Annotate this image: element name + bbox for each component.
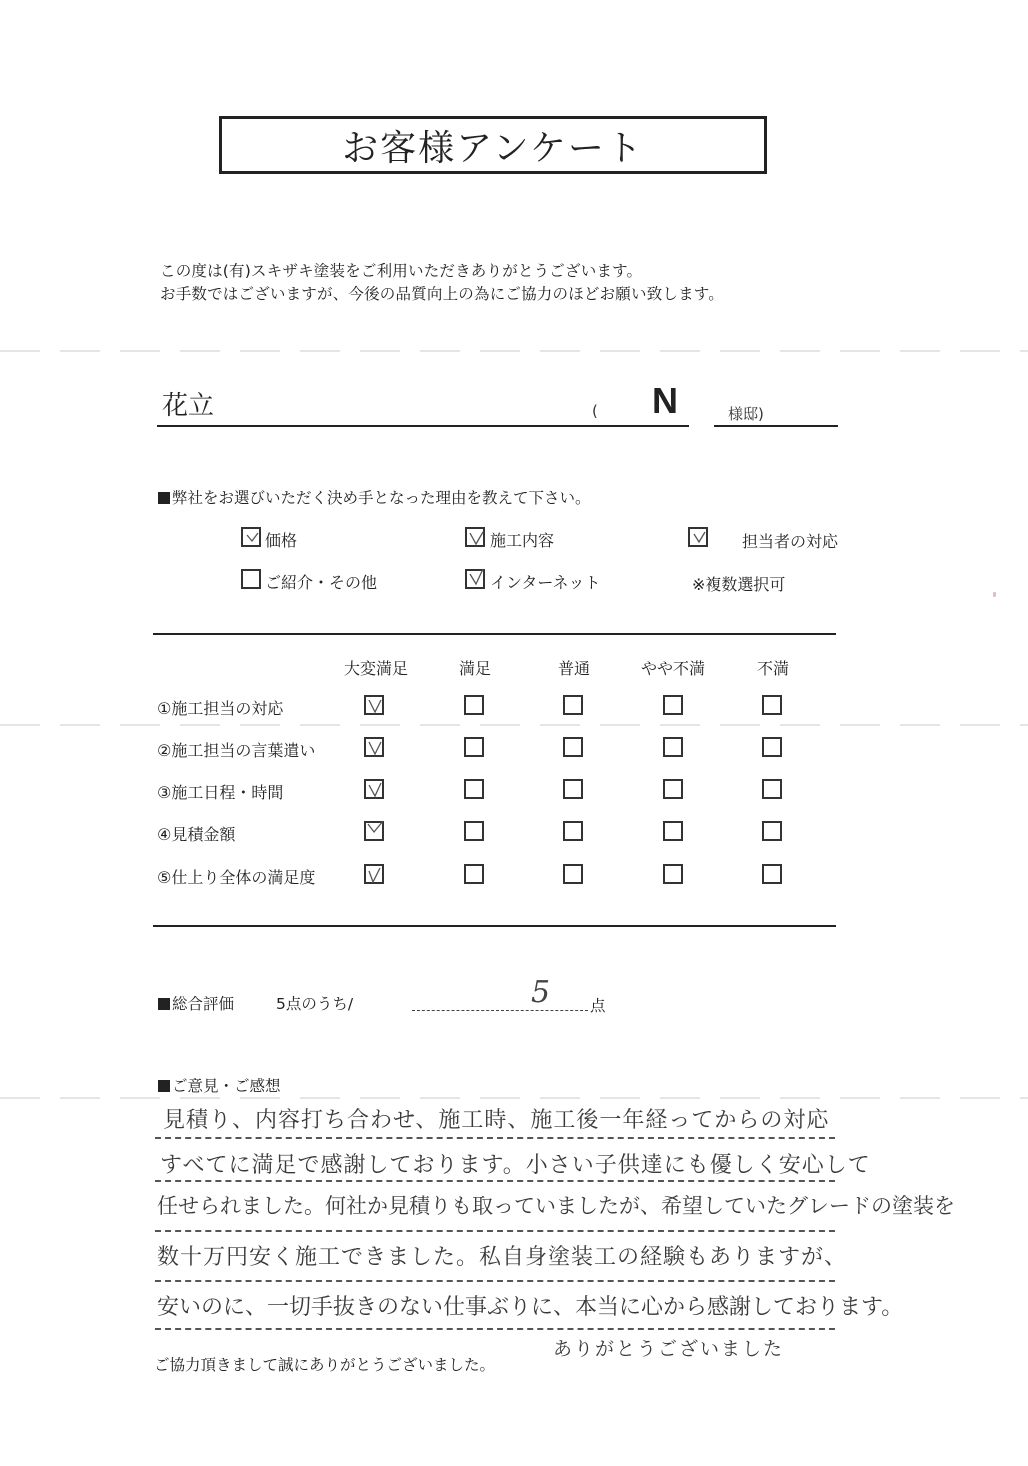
form-title-box [219,116,767,174]
rating-checkbox-very-satisfied[interactable] [364,821,384,841]
rating-row-label: ⑤仕上り全体の満足度 [157,868,316,887]
open-paren: ( [592,402,598,420]
reason-checkbox-referral[interactable] [241,569,261,589]
rating-checkbox-neutral[interactable] [563,779,583,799]
check-icon [367,867,383,883]
comments-heading: ご意見・ご感想 [158,1074,281,1096]
rating-checkbox-somewhat-dissatisfied[interactable] [663,737,683,757]
rating-checkbox-somewhat-dissatisfied[interactable] [663,695,683,715]
rating-checkbox-satisfied[interactable] [464,864,484,884]
comment-rule [155,1180,835,1182]
rating-col-somewhat-dissatisfied: やや不満 [641,659,706,678]
check-icon [367,820,385,838]
reasons-heading: 弊社をお選びいただく決め手となった理由を教えて下さい。 [158,486,591,508]
form-title: お客様アンケート [342,127,644,169]
rating-checkbox-dissatisfied[interactable] [762,695,782,715]
comment-rule [155,1280,835,1282]
reason-checkbox-internet[interactable] [465,569,485,589]
comment-line: 任せられました。何社か見積りも取っていましたが、希望していたグレードの塗装を [157,1194,955,1218]
check-icon [367,782,383,798]
overall-heading: 総合評価 [158,992,234,1014]
reason-checkbox-content[interactable] [465,527,485,547]
rating-checkbox-neutral[interactable] [563,821,583,841]
fold-line [0,1097,1028,1099]
check-icon [691,530,707,546]
scan-speck [993,592,996,597]
rating-col-satisfied: 満足 [459,659,492,678]
rating-col-dissatisfied: 不満 [757,659,790,678]
rating-checkbox-satisfied[interactable] [464,737,484,757]
multiple-choice-note: ※複数選択可 [692,575,786,594]
score-unit: 点 [590,997,606,1015]
intro-line-2: お手数ではございますが、今後の品質向上の為にご協力のほどお願い致します。 [160,285,724,303]
comment-line: すべてに満足で感謝しております。小さい子供達にも優しく安心して [160,1153,871,1178]
rating-checkbox-neutral[interactable] [563,737,583,757]
check-icon [468,568,486,586]
check-icon [367,698,383,714]
rating-checkbox-somewhat-dissatisfied[interactable] [663,864,683,884]
check-icon [367,740,383,756]
rating-checkbox-very-satisfied[interactable] [364,737,384,757]
reason-label-price: 価格 [265,531,298,550]
reason-label-staff: 担当者の対応 [742,532,839,551]
comment-line: 安いのに、一切手抜きのない仕事ぶりに、本当に心から感謝しております。 [157,1295,904,1320]
fold-line [0,350,1028,352]
rating-checkbox-neutral[interactable] [563,864,583,884]
comment-rule [155,1230,835,1232]
rating-col-neutral: 普通 [558,659,591,678]
square-bullet-icon [158,1080,170,1092]
rating-checkbox-dissatisfied[interactable] [762,864,782,884]
score-underline [412,1010,588,1011]
reason-label-content: 施工内容 [490,531,555,550]
customer-name[interactable]: N [652,380,678,421]
rating-checkbox-dissatisfied[interactable] [762,821,782,841]
section-divider [153,925,836,927]
rating-checkbox-satisfied[interactable] [464,821,484,841]
rating-checkbox-very-satisfied[interactable] [364,864,384,884]
rating-checkbox-somewhat-dissatisfied[interactable] [663,821,683,841]
footer-thanks: ご協力頂きまして誠にありがとうございました。 [154,1356,496,1374]
square-bullet-icon [158,998,170,1010]
reason-label-referral: ご紹介・その他 [265,573,378,592]
rating-checkbox-dissatisfied[interactable] [762,779,782,799]
rating-checkbox-somewhat-dissatisfied[interactable] [663,779,683,799]
comment-rule [155,1328,835,1330]
rating-checkbox-very-satisfied[interactable] [364,695,384,715]
reason-checkbox-staff[interactable] [688,527,708,547]
rating-row-label: ②施工担当の言葉遣い [157,741,316,760]
rating-checkbox-dissatisfied[interactable] [762,737,782,757]
rating-checkbox-very-satisfied[interactable] [364,779,384,799]
reason-label-internet: インターネット [490,573,601,592]
overall-scale-label: 5点のうち/ [276,995,354,1013]
intro-line-1: この度は(有)スキザキ塗装をご利用いただきありがとうございます。 [160,262,643,280]
overall-score[interactable]: 5 [531,975,551,1010]
rating-col-very-satisfied: 大変満足 [344,659,409,678]
comment-rule [155,1137,835,1139]
check-icon [468,530,484,546]
fold-line [0,724,1028,726]
rating-checkbox-satisfied[interactable] [464,779,484,799]
rating-row-label: ③施工日程・時間 [157,783,284,802]
comment-closing: ありがとうございました [553,1338,785,1360]
comment-line: 数十万円安く施工できました。私自身塗装工の経験もありますが、 [157,1245,848,1270]
rating-checkbox-satisfied[interactable] [464,695,484,715]
rating-row-label: ①施工担当の対応 [157,699,284,718]
section-divider [153,633,836,635]
rating-row-label: ④見積金額 [157,825,236,844]
check-icon [244,530,260,546]
customer-location: 花立 [162,391,215,421]
square-bullet-icon [158,492,170,504]
reason-checkbox-price[interactable] [241,527,261,547]
suffix-underline [714,425,838,427]
comment-line: 見積り、内容打ち合わせ、施工時、施工後一年経ってからの対応 [163,1108,830,1133]
name-underline [157,425,689,427]
rating-checkbox-neutral[interactable] [563,695,583,715]
customer-suffix: 様邸) [728,405,764,423]
